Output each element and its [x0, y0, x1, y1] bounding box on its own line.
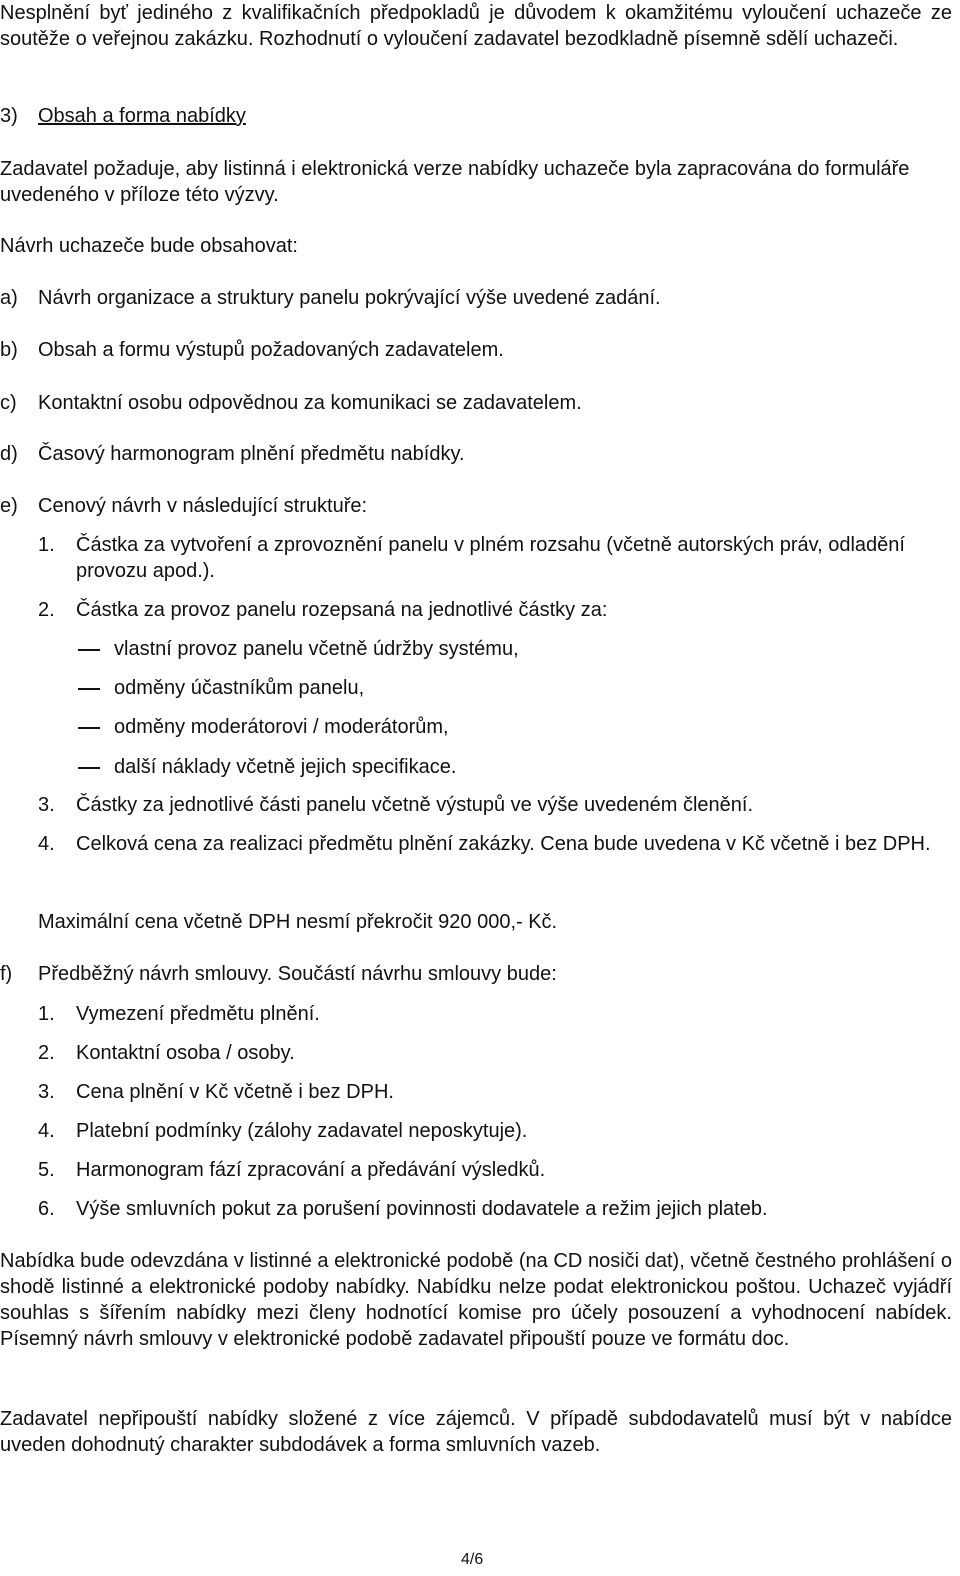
item-text: Celková cena za realizaci předmětu plnění zakázky. Cena bude uvedena v Kč včetně i bez DPH.: [76, 833, 931, 855]
price-item-1: [0, 532, 952, 588]
item-text: Výše smluvních pokut za porušení povinnosti dodavatele a režim jejich plateb.: [76, 1198, 768, 1220]
dash-text: vlastní provoz panelu včetně údržby systému,: [114, 638, 519, 660]
dash-text: odměny moderátorovi / moderátorům,: [114, 716, 449, 738]
item-text: Částky za jednotlivé části panelu včetně výstupů ve výše uvedeném členění.: [76, 794, 754, 816]
list-label: c): [0, 392, 17, 414]
item-number: 5.: [38, 1159, 55, 1181]
max-price-note: Maximální cena včetně DPH nesmí překročit 920 000,- Kč.: [38, 911, 558, 933]
subcontractor-paragraph: Zadavatel nepřipouští nabídky složené z více zájemců. V případě subdodavatelů musí být v nabídce uveden dohodnutý charakter subdodávek a forma smluvních vazeb.: [0, 1408, 952, 1456]
item-text: Platební podmínky (zálohy zadavatel neposkytuje).: [76, 1120, 528, 1142]
item-number: 4.: [38, 1120, 55, 1142]
item-text: Harmonogram fází zpracování a předávání výsledků.: [76, 1159, 546, 1181]
item-text: Cena plnění v Kč včetně i bez DPH.: [76, 1081, 394, 1103]
list-text: Návrh organizace a struktury panelu pokrývající výše uvedené zadání.: [38, 287, 661, 309]
list-text: Kontaktní osobu odpovědnou za komunikaci se zadavatelem.: [38, 392, 582, 414]
list-text: Časový harmonogram plnění předmětu nabídky.: [38, 443, 465, 465]
item-number: 1.: [38, 1003, 55, 1025]
item-text: Vymezení předmětu plnění.: [76, 1003, 320, 1025]
list-label: a): [0, 287, 18, 309]
item-text: Částka za provoz panelu rozepsaná na jednotlivé částky za:: [76, 599, 608, 621]
dash-text: odměny účastníkům panelu,: [114, 677, 365, 699]
page-number: 4/6: [461, 1551, 484, 1568]
requirements-paragraph: Zadavatel požaduje, aby listinná i elektronická verze nabídky uchazeče byla zapracována do formuláře uvedeného v příloze této výzvy.: [0, 158, 910, 206]
list-label: b): [0, 339, 18, 361]
section-number: 3): [0, 105, 18, 127]
item-number: 1.: [38, 534, 55, 556]
list-label: d): [0, 443, 18, 465]
dash-bullet: [78, 727, 100, 729]
section-title: Obsah a forma nabídky: [38, 105, 246, 127]
dash-bullet: [78, 767, 100, 769]
proposal-intro: Návrh uchazeče bude obsahovat:: [0, 235, 298, 257]
dash-bullet: [78, 649, 100, 651]
item-number: 4.: [38, 833, 55, 855]
list-label: e): [0, 495, 18, 517]
list-text: Cenový návrh v následující struktuře:: [38, 495, 368, 517]
item-number: 3.: [38, 794, 55, 816]
item-text: Částka za vytvoření a zprovoznění panelu v plném rozsahu (včetně autorských práv, odladění provozu apod.).: [76, 534, 905, 582]
list-text: Obsah a formu výstupů požadovaných zadavatelem.: [38, 339, 504, 361]
item-text: Kontaktní osoba / osoby.: [76, 1042, 295, 1064]
dash-text: další náklady včetně jejich specifikace.: [114, 756, 457, 778]
item-number: 6.: [38, 1198, 55, 1220]
list-label: f): [0, 963, 13, 985]
item-number: 3.: [38, 1081, 55, 1103]
intro-paragraph: Nesplnění byť jediného z kvalifikačních předpokladů je důvodem k okamžitému vyloučení uchazeče ze soutěže o veřejnou zakázku. Rozhodnutí o vyloučení zadavatel bezodkladně písemně sdělí uchazeči.: [0, 2, 952, 50]
item-number: 2.: [38, 599, 55, 621]
price-item-4: [0, 831, 952, 887]
submission-paragraph: Nabídka bude odevzdána v listinné a elektronické podobě (na CD nosiči dat), včetně čestného prohlášení o shodě listinné a elektronické podoby nabídky. Nabídku nelze podat elektronickou poštou. Uchazeč vyjádří souhlas s šířením nabídky mezi členy hodnotící komise pro účely posouzení a vyhodnocení nabídek. Písemný návrh smlouvy v elektronické podobě zadavatel připouští pouze ve formátu doc.: [0, 1250, 952, 1350]
list-text: Předběžný návrh smlouvy. Součástí návrhu smlouvy bude:: [38, 963, 557, 985]
item-number: 2.: [38, 1042, 55, 1064]
dash-bullet: [78, 688, 100, 690]
